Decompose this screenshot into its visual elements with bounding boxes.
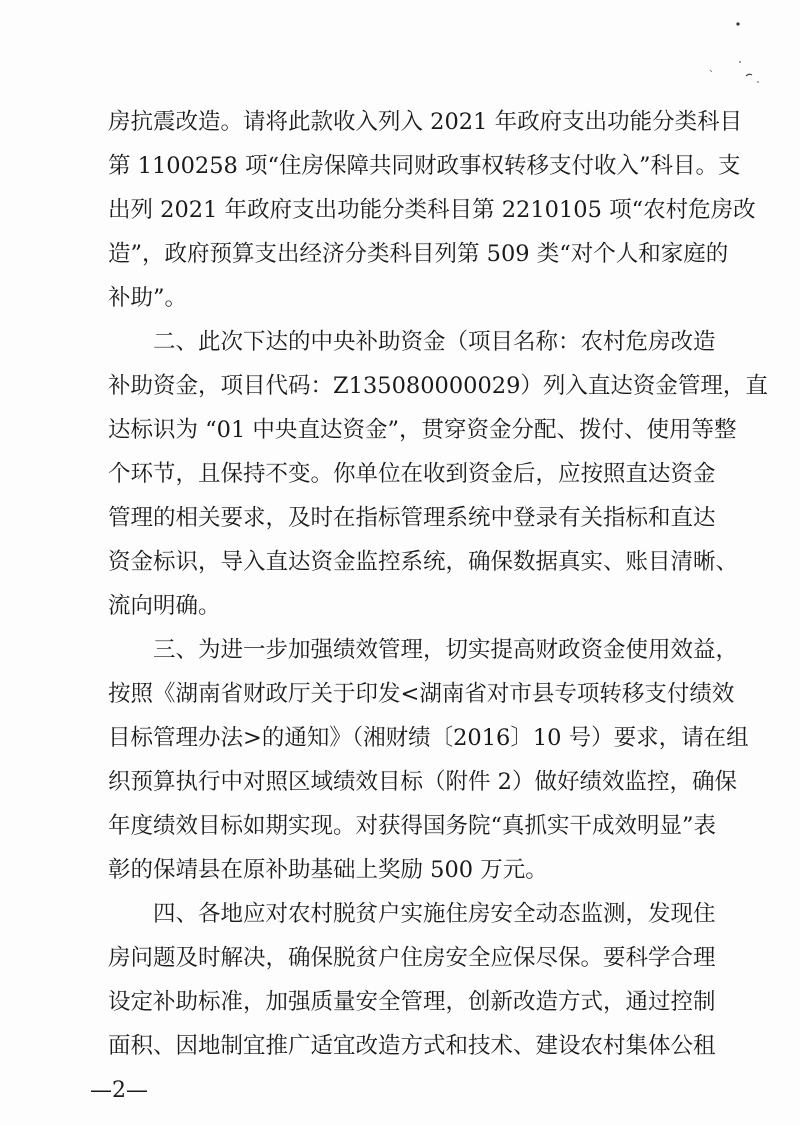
body-line-18: 彰的保靖县在原补助基础上奖励 500 万元。 <box>108 857 548 883</box>
body-line-15: 目标管理办法>的通知》（湘财绩〔2016〕10 号）要求，请在组 <box>108 725 749 751</box>
body-line-20: 房问题及时解决，确保脱贫户住房安全应保尽保。要科学合理 <box>108 945 716 971</box>
body-line-8: 达标识为 “01 中央直达资金”，贯穿资金分配、拨付、使用等整 <box>108 417 737 443</box>
body-line-13: 三、为进一步加强绩效管理，切实提高财政资金使用效益， <box>108 637 739 663</box>
body-line-1: 房抗震改造。请将此款收入列入 2021 年政府支出功能分类科目 <box>108 109 743 135</box>
body-line-12: 流向明确。 <box>108 593 221 619</box>
body-line-11: 资金标识，导入直达资金监控系统，确保数据真实、账目清晰、 <box>108 549 739 575</box>
body-line-14: 按照《湖南省财政厅关于印发<湖南省对市县专项转移支付绩效 <box>108 681 735 707</box>
body-line-21: 设定补助标准，加强质量安全管理，创新改造方式，通过控制 <box>108 989 716 1015</box>
body-line-22: 面积、因地制宜推广适宜改造方式和技术、建设农村集体公租 <box>108 1033 716 1059</box>
page-number: —2— <box>90 1078 148 1103</box>
body-line-2: 第 1100258 项“住房保障共同财政事权转移支付收入”科目。支 <box>108 153 741 179</box>
body-line-9: 个环节，且保持不变。你单位在收到资金后，应按照直达资金 <box>108 461 716 487</box>
body-line-4: 造”，政府预算支出经济分类科目列第 509 类“对个人和家庭的 <box>108 241 729 267</box>
body-line-3: 出列 2021 年政府支出功能分类科目第 2210105 项“农村危房改 <box>108 197 756 223</box>
body-line-16: 织预算执行中对照区域绩效目标（附件 2）做好绩效监控，确保 <box>108 769 737 795</box>
body-line-19: 四、各地应对农村脱贫户实施住房安全动态监测，发现住 <box>108 901 716 927</box>
body-line-7: 补助资金，项目代码：Z135080000029）列入直达资金管理，直 <box>108 373 768 399</box>
body-line-17: 年度绩效目标如期实现。对获得国务院“真抓实干成效明显”表 <box>108 813 717 839</box>
body-line-5: 补助”。 <box>108 285 188 311</box>
body-line-10: 管理的相关要求，及时在指标管理系统中登录有关指标和直达 <box>108 505 716 531</box>
scan-noise-marks <box>702 18 762 88</box>
body-line-6: 二、此次下达的中央补助资金（项目名称：农村危房改造 <box>108 329 716 355</box>
